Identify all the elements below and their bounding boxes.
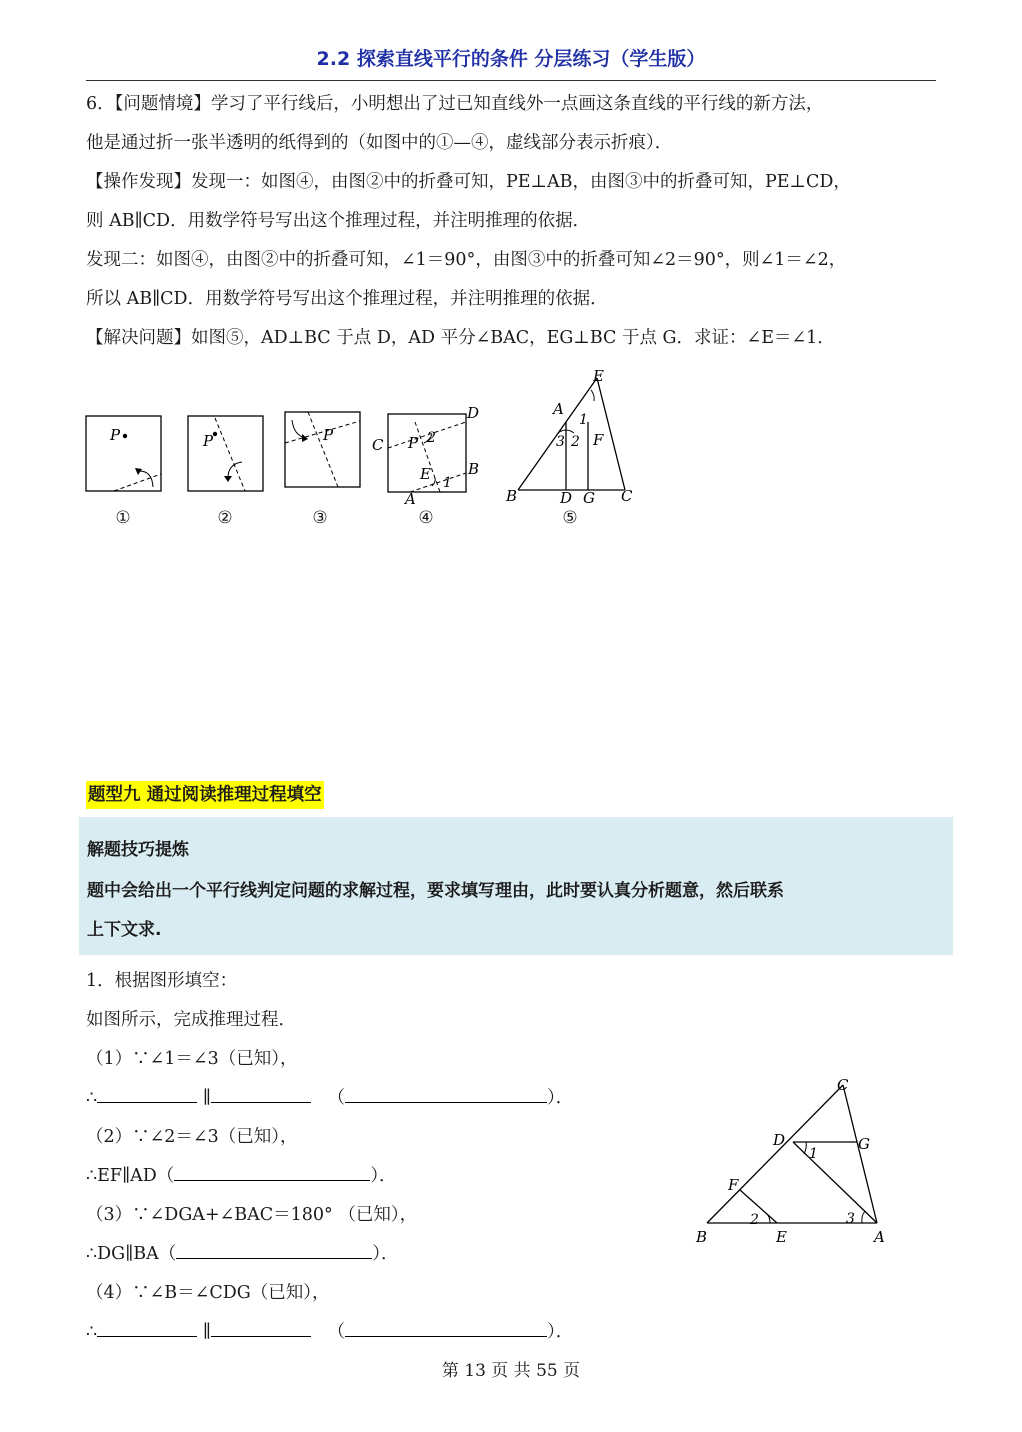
page-footer: 第 13 页 共 55 页 (441, 1361, 581, 1381)
blank-1a[interactable] (97, 1086, 197, 1103)
fig5-c-label: C (621, 487, 633, 505)
fig4-angle-2: 2 (427, 430, 436, 446)
q6-line-2: 他是通过折一张半透明的纸得到的（如图中的①—④，虚线部分表示折痕）． (86, 133, 673, 153)
q6-line-7: 【解决问题】如图⑤，AD⊥BC 于点 D，AD 平分∠BAC，EG⊥BC 于点 G．求证：∠E＝∠1． (86, 328, 835, 348)
fig2-p-label: P (203, 432, 214, 450)
q1-step-2: （2）∵∠2＝∠3（已知）， (86, 1127, 298, 1147)
fig4-e-label: E (420, 465, 431, 483)
fig5-g-label: G (583, 489, 595, 507)
fig4-a-label: A (405, 490, 416, 508)
blank-1b[interactable] (211, 1086, 311, 1103)
blank-4a[interactable] (97, 1320, 197, 1337)
figure-5-triangle (500, 365, 650, 510)
q1-fig-angle-1: 1 (809, 1146, 818, 1162)
q1-step-3: （3）∵∠DGA+∠BAC＝180° （已知）， (86, 1205, 418, 1225)
q6-line-6: 所以 AB∥CD．用数学符号写出这个推理过程，并注明推理的依据． (86, 289, 608, 309)
fig5-angle-1: 1 (579, 412, 588, 428)
q1-fig-e-label: E (776, 1228, 787, 1246)
fig4-b-label: B (468, 460, 480, 478)
q6-line-5: 发现二：如图④，由图②中的折叠可知，∠1＝90°，由图③中的折叠可知∠2＝90°，则∠1＝∠2， (86, 250, 847, 270)
fig5-f-label: F (593, 431, 604, 449)
tip-line-2: 上下文求. (87, 920, 162, 940)
fig3-p-label: P (323, 426, 334, 444)
q1-step-4: （4）∵∠B＝∠CDG（已知）， (86, 1283, 330, 1303)
q1-fig-b-label: B (696, 1228, 708, 1246)
fig4-c-label: C (372, 436, 384, 454)
fig5-d-label: D (560, 489, 573, 507)
figure-label-3: ③ (312, 508, 328, 528)
page-title: 2.2 探索直线平行的条件 分层练习（学生版） (316, 48, 706, 70)
fold-figure-2 (188, 416, 263, 491)
fold-figure-3 (285, 412, 360, 487)
header-divider (86, 80, 936, 81)
fig5-a-label: A (553, 400, 564, 418)
q1-step-4-answer: ∴ ∥ （ ）． (86, 1322, 574, 1342)
fig4-d-label: D (467, 404, 480, 422)
q1-step-2-answer: ∴EF∥AD（ ）． (86, 1166, 397, 1186)
figure-label-1: ① (115, 508, 131, 528)
fold-figure-1 (86, 416, 161, 491)
q1-step-1: （1）∵∠1＝∠3（已知）， (86, 1049, 298, 1069)
q6-line-1: 6．【问题情境】学习了平行线后，小明想出了过已知直线外一点画这条直线的平行线的新方法， (86, 94, 824, 114)
blank-2[interactable] (174, 1164, 370, 1181)
q1-fig-f-label: F (728, 1176, 739, 1194)
figure-label-2: ② (217, 508, 233, 528)
figure-label-5: ⑤ (562, 508, 578, 528)
section-title: 题型九 通过阅读推理过程填空 (86, 781, 324, 809)
fig4-p-label: P (408, 434, 419, 452)
blank-4c[interactable] (345, 1320, 547, 1337)
blank-4b[interactable] (211, 1320, 311, 1337)
q6-line-4: 则 AB∥CD．用数学符号写出这个推理过程，并注明推理的依据． (86, 211, 591, 231)
q1-fig-c-label: C (837, 1076, 849, 1094)
q1-fig-d-label: D (773, 1131, 786, 1149)
q6-line-3: 【操作发现】发现一：如图④，由图②中的折叠可知，PE⊥AB，由图③中的折叠可知，PE⊥CD， (86, 172, 851, 192)
q1-step-1-answer: ∴ ∥ （ ）． (86, 1088, 574, 1108)
tip-box (79, 817, 953, 955)
fold-figure-4 (372, 404, 479, 508)
q1-fig-angle-3: 3 (846, 1211, 855, 1227)
tip-line-1: 题中会给出一个平行线判定问题的求解过程，要求填写理由，此时要认真分析题意，然后联系 (87, 881, 784, 901)
fig5-angle-3: 3 (556, 434, 565, 450)
fig4-angle-1: 1 (443, 475, 452, 491)
fold-figures (80, 400, 500, 510)
q1-fig-g-label: G (858, 1135, 870, 1153)
q1-intro: 1．根据图形填空： (86, 971, 238, 991)
fig5-e-label: E (593, 367, 604, 385)
fig5-angle-2: 2 (571, 434, 580, 450)
q1-fig-a-label: A (874, 1228, 885, 1246)
figure-label-4: ④ (418, 508, 434, 528)
q1-fig-angle-2: 2 (750, 1212, 759, 1228)
fig5-b-label: B (506, 487, 518, 505)
tip-heading: 解题技巧提炼 (87, 840, 189, 860)
blank-1c[interactable] (345, 1086, 547, 1103)
blank-3[interactable] (176, 1242, 372, 1259)
q1-intro-2: 如图所示，完成推理过程． (86, 1010, 296, 1030)
q1-step-3-answer: ∴DG∥BA（ ）． (86, 1244, 399, 1264)
fig1-p-label: P (110, 426, 121, 444)
q1-figure-triangle (690, 1070, 900, 1250)
